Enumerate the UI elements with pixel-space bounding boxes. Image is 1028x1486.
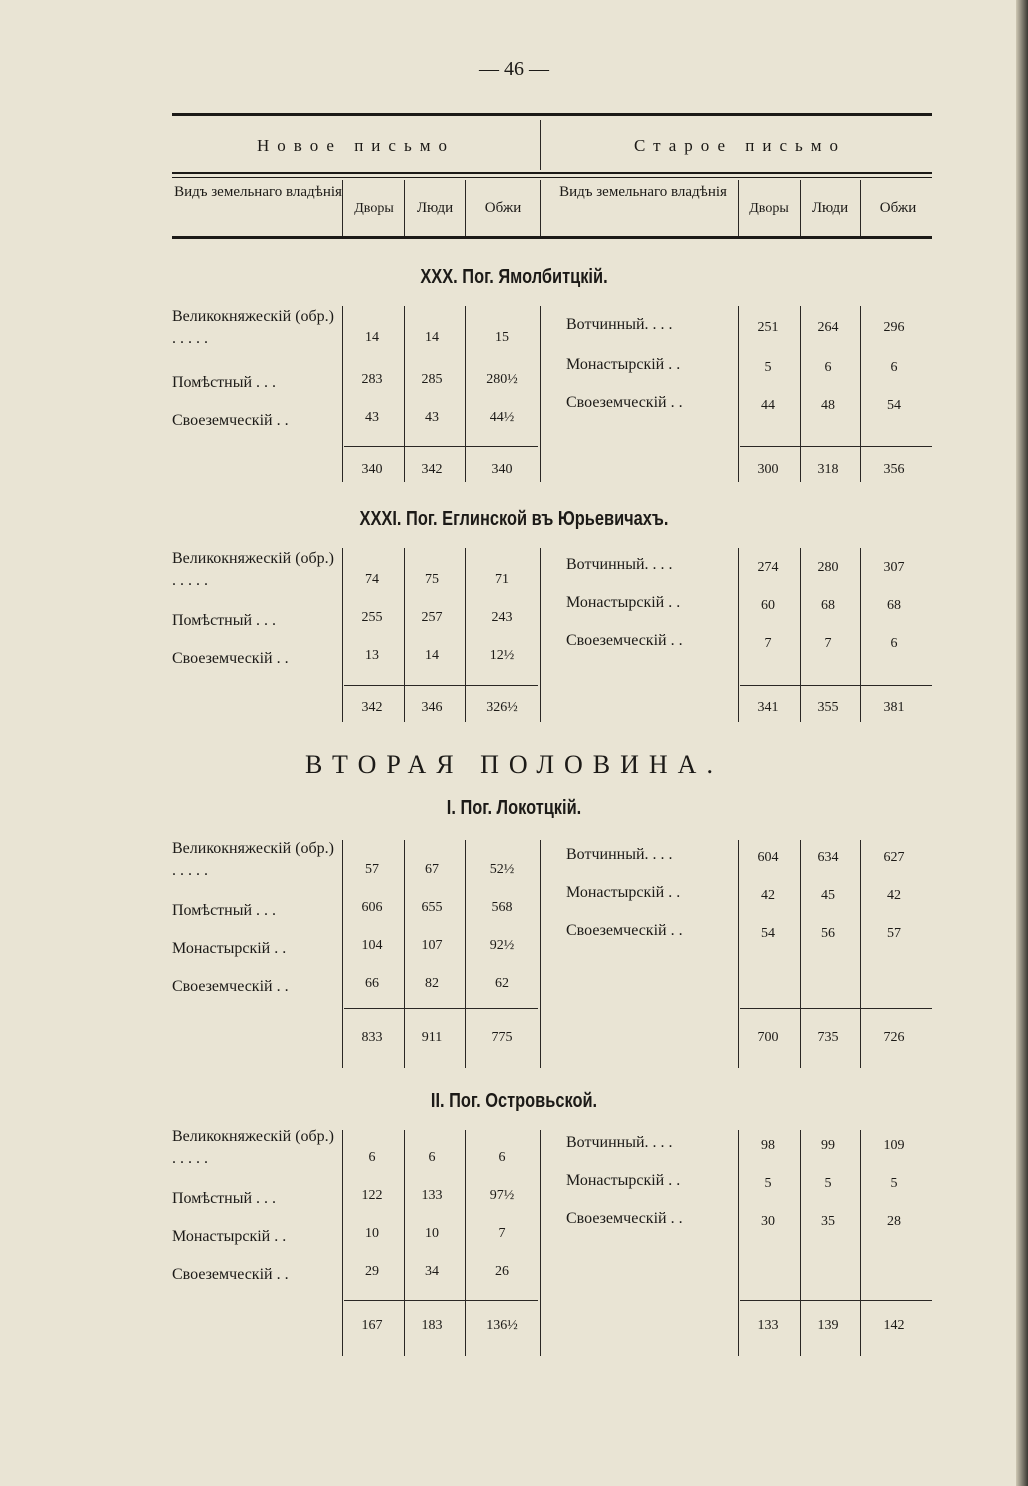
people-value: 35 [821, 1214, 835, 1229]
people-value: 14 [425, 648, 439, 663]
header-vline [540, 180, 541, 236]
table-vline [465, 548, 466, 722]
households-value: 57 [365, 862, 379, 877]
households-value: 42 [761, 888, 775, 903]
households-value: 74 [365, 572, 379, 587]
header-divider [540, 120, 541, 170]
total-households: 300 [757, 462, 779, 477]
obzhi-value: 52½ [489, 862, 515, 877]
table-vline [465, 1130, 466, 1356]
total-households: 167 [361, 1318, 383, 1333]
obzhi-value: 627 [883, 850, 905, 865]
households-value: 29 [365, 1264, 379, 1279]
col-people-old: Люди [811, 200, 849, 216]
total-people: 355 [817, 700, 839, 715]
obzhi-value: 243 [491, 610, 513, 625]
people-value: 655 [421, 900, 443, 915]
row-label: Своеземческій . . [172, 412, 289, 429]
obzhi-value: 42 [887, 888, 901, 903]
row-label: Вотчинный. . . . [566, 1134, 673, 1151]
households-value: 255 [361, 610, 383, 625]
total-people: 342 [421, 462, 443, 477]
row-label: Монастырскій . . [566, 356, 681, 373]
header-vline [860, 180, 861, 236]
people-value: 10 [425, 1226, 439, 1241]
households-value: 44 [761, 398, 775, 413]
col-obzhi-old: Обжи [879, 200, 917, 216]
total-obzhi: 136½ [486, 1318, 518, 1333]
table-vline [540, 1130, 541, 1356]
people-value: 75 [425, 572, 439, 587]
obzhi-value: 6 [498, 1150, 506, 1165]
new-writing-title: Новое письмо [257, 136, 455, 155]
table-vline [540, 306, 541, 482]
part-title: ВТОРАЯ ПОЛОВИНА. [305, 750, 723, 779]
households-value: 98 [761, 1138, 775, 1153]
obzhi-value: 280½ [486, 372, 518, 387]
total-households: 342 [361, 700, 383, 715]
households-value: 6 [368, 1150, 376, 1165]
people-value: 280 [817, 560, 839, 575]
header-vline [342, 180, 343, 236]
obzhi-value: 62 [495, 976, 509, 991]
header-vline [404, 180, 405, 236]
total-rule [344, 685, 538, 686]
row-label: Помѣстный . . . [172, 612, 277, 629]
households-value: 30 [761, 1214, 775, 1229]
people-value: 14 [425, 330, 439, 345]
table-vline [342, 840, 343, 1068]
total-people: 911 [421, 1030, 443, 1045]
households-value: 13 [365, 648, 379, 663]
row-label: Великокняжескій (обр.) . . . . . [172, 1128, 334, 1167]
total-rule [344, 446, 538, 447]
header-mid-rule [172, 172, 932, 174]
total-rule [740, 446, 932, 447]
households-value: 251 [757, 320, 779, 335]
people-value: 5 [824, 1176, 832, 1191]
table-vline [738, 1130, 739, 1356]
section-title: II. Пог. Островьской. [430, 1090, 598, 1112]
table-vline [342, 548, 343, 722]
people-value: 67 [425, 862, 439, 877]
row-label: Своеземческій . . [172, 1266, 289, 1283]
table-vline [860, 1130, 861, 1356]
table-vline [540, 840, 541, 1068]
row-label: Своеземческій . . [172, 650, 289, 667]
people-value: 6 [428, 1150, 436, 1165]
table-vline [342, 306, 343, 482]
obzhi-value: 97½ [489, 1188, 515, 1203]
table-vline [738, 840, 739, 1068]
obzhi-value: 12½ [489, 648, 515, 663]
households-value: 54 [761, 926, 775, 941]
row-label: Великокняжескій (обр.) . . . . . [172, 840, 334, 879]
page-number: — 46 — [479, 58, 549, 80]
row-label: Монастырскій . . [566, 1172, 681, 1189]
row-label: Своеземческій . . [566, 1210, 683, 1227]
total-rule [344, 1008, 538, 1009]
people-value: 82 [425, 976, 439, 991]
total-households: 700 [757, 1030, 779, 1045]
page-edge-shadow [1016, 0, 1028, 1486]
total-people: 183 [421, 1318, 443, 1333]
total-rule [344, 1300, 538, 1301]
people-value: 7 [824, 636, 832, 651]
total-obzhi: 142 [883, 1318, 905, 1333]
total-obzhi: 726 [883, 1030, 905, 1045]
obzhi-value: 68 [887, 598, 901, 613]
row-label: Монастырскій . . [566, 884, 681, 901]
people-value: 48 [821, 398, 835, 413]
total-households: 833 [361, 1030, 383, 1045]
households-value: 14 [365, 330, 379, 345]
header-vline [465, 180, 466, 236]
people-value: 133 [421, 1188, 443, 1203]
section-title: XXX. Пог. Ямолбитцкій. [420, 266, 608, 288]
section-title: XXXI. Пог. Еглинской въ Юрьевичахъ. [359, 508, 669, 530]
obzhi-value: 6 [890, 636, 898, 651]
people-value: 56 [821, 926, 835, 941]
row-label: Монастырскій . . [566, 594, 681, 611]
people-value: 107 [421, 938, 443, 953]
total-people: 318 [817, 462, 839, 477]
col-households-old: Дворы [749, 201, 789, 216]
people-value: 257 [421, 610, 443, 625]
total-households: 133 [757, 1318, 779, 1333]
households-value: 274 [757, 560, 779, 575]
header-vline [738, 180, 739, 236]
total-households: 341 [757, 700, 779, 715]
table-vline [860, 548, 861, 722]
obzhi-value: 71 [495, 572, 509, 587]
row-label: Своеземческій . . [566, 922, 683, 939]
people-value: 45 [821, 888, 835, 903]
people-value: 99 [821, 1138, 835, 1153]
row-label: Монастырскій . . [172, 1228, 287, 1245]
obzhi-value: 6 [890, 360, 898, 375]
col-kind-new: Видъ земельнаго владѣнія [174, 184, 342, 200]
obzhi-value: 109 [883, 1138, 905, 1153]
households-value: 7 [764, 636, 772, 651]
obzhi-value: 28 [887, 1214, 901, 1229]
obzhi-value: 54 [887, 398, 901, 413]
table-vline [465, 306, 466, 482]
obzhi-value: 57 [887, 926, 901, 941]
row-label: Вотчинный. . . . [566, 846, 673, 863]
households-value: 604 [757, 850, 779, 865]
table-vline [342, 1130, 343, 1356]
households-value: 122 [361, 1188, 383, 1203]
row-label: Помѣстный . . . [172, 902, 277, 919]
table-vline [860, 306, 861, 482]
obzhi-value: 44½ [489, 410, 515, 425]
row-label: Великокняжескій (обр.) . . . . . [172, 550, 334, 589]
obzhi-value: 568 [491, 900, 513, 915]
total-households: 340 [361, 462, 383, 477]
obzhi-value: 7 [498, 1226, 506, 1241]
households-value: 283 [361, 372, 383, 387]
obzhi-value: 15 [495, 330, 509, 345]
people-value: 6 [824, 360, 832, 375]
people-value: 34 [425, 1264, 439, 1279]
households-value: 104 [361, 938, 383, 953]
total-obzhi: 775 [491, 1030, 513, 1045]
people-value: 285 [421, 372, 443, 387]
row-label: Монастырскій . . [172, 940, 287, 957]
obzhi-value: 296 [883, 320, 905, 335]
households-value: 10 [365, 1226, 379, 1241]
total-obzhi: 356 [883, 462, 905, 477]
total-people: 735 [817, 1030, 839, 1045]
households-value: 43 [365, 410, 379, 425]
header-mid-rule-2 [172, 177, 932, 178]
col-people-new: Люди [416, 200, 454, 216]
total-obzhi: 340 [491, 462, 513, 477]
header-bottom-rule [172, 236, 932, 239]
total-rule [740, 685, 932, 686]
total-rule [740, 1008, 932, 1009]
table-vline [738, 548, 739, 722]
obzhi-value: 5 [890, 1176, 898, 1191]
row-label: Своеземческій . . [566, 632, 683, 649]
row-label: Помѣстный . . . [172, 374, 277, 391]
people-value: 634 [817, 850, 839, 865]
table-vline [738, 306, 739, 482]
row-label: Своеземческій . . [566, 394, 683, 411]
col-obzhi-new: Обжи [484, 200, 522, 216]
section-title: I. Пог. Локотцкій. [446, 797, 582, 819]
row-label: Великокняжескій (обр.) . . . . . [172, 308, 334, 347]
header-vline [800, 180, 801, 236]
total-obzhi: 381 [883, 700, 905, 715]
obzhi-value: 307 [883, 560, 905, 575]
obzhi-value: 92½ [489, 938, 515, 953]
row-label: Помѣстный . . . [172, 1190, 277, 1207]
households-value: 60 [761, 598, 775, 613]
row-label: Вотчинный. . . . [566, 316, 673, 333]
obzhi-value: 26 [495, 1264, 509, 1279]
col-households-new: Дворы [354, 201, 394, 216]
people-value: 68 [821, 598, 835, 613]
total-obzhi: 326½ [486, 700, 518, 715]
total-rule [740, 1300, 932, 1301]
total-people: 139 [817, 1318, 839, 1333]
table-vline [540, 548, 541, 722]
row-label: Своеземческій . . [172, 978, 289, 995]
people-value: 264 [817, 320, 839, 335]
households-value: 66 [365, 976, 379, 991]
people-value: 43 [425, 410, 439, 425]
households-value: 606 [361, 900, 383, 915]
table-vline [465, 840, 466, 1068]
col-kind-old: Видъ земельнаго владѣнія [559, 184, 727, 200]
households-value: 5 [764, 1176, 772, 1191]
header-top-rule [172, 113, 932, 116]
total-people: 346 [421, 700, 443, 715]
table-vline [860, 840, 861, 1068]
old-writing-title: Старое письмо [633, 136, 847, 155]
row-label: Вотчинный. . . . [566, 556, 673, 573]
households-value: 5 [764, 360, 772, 375]
